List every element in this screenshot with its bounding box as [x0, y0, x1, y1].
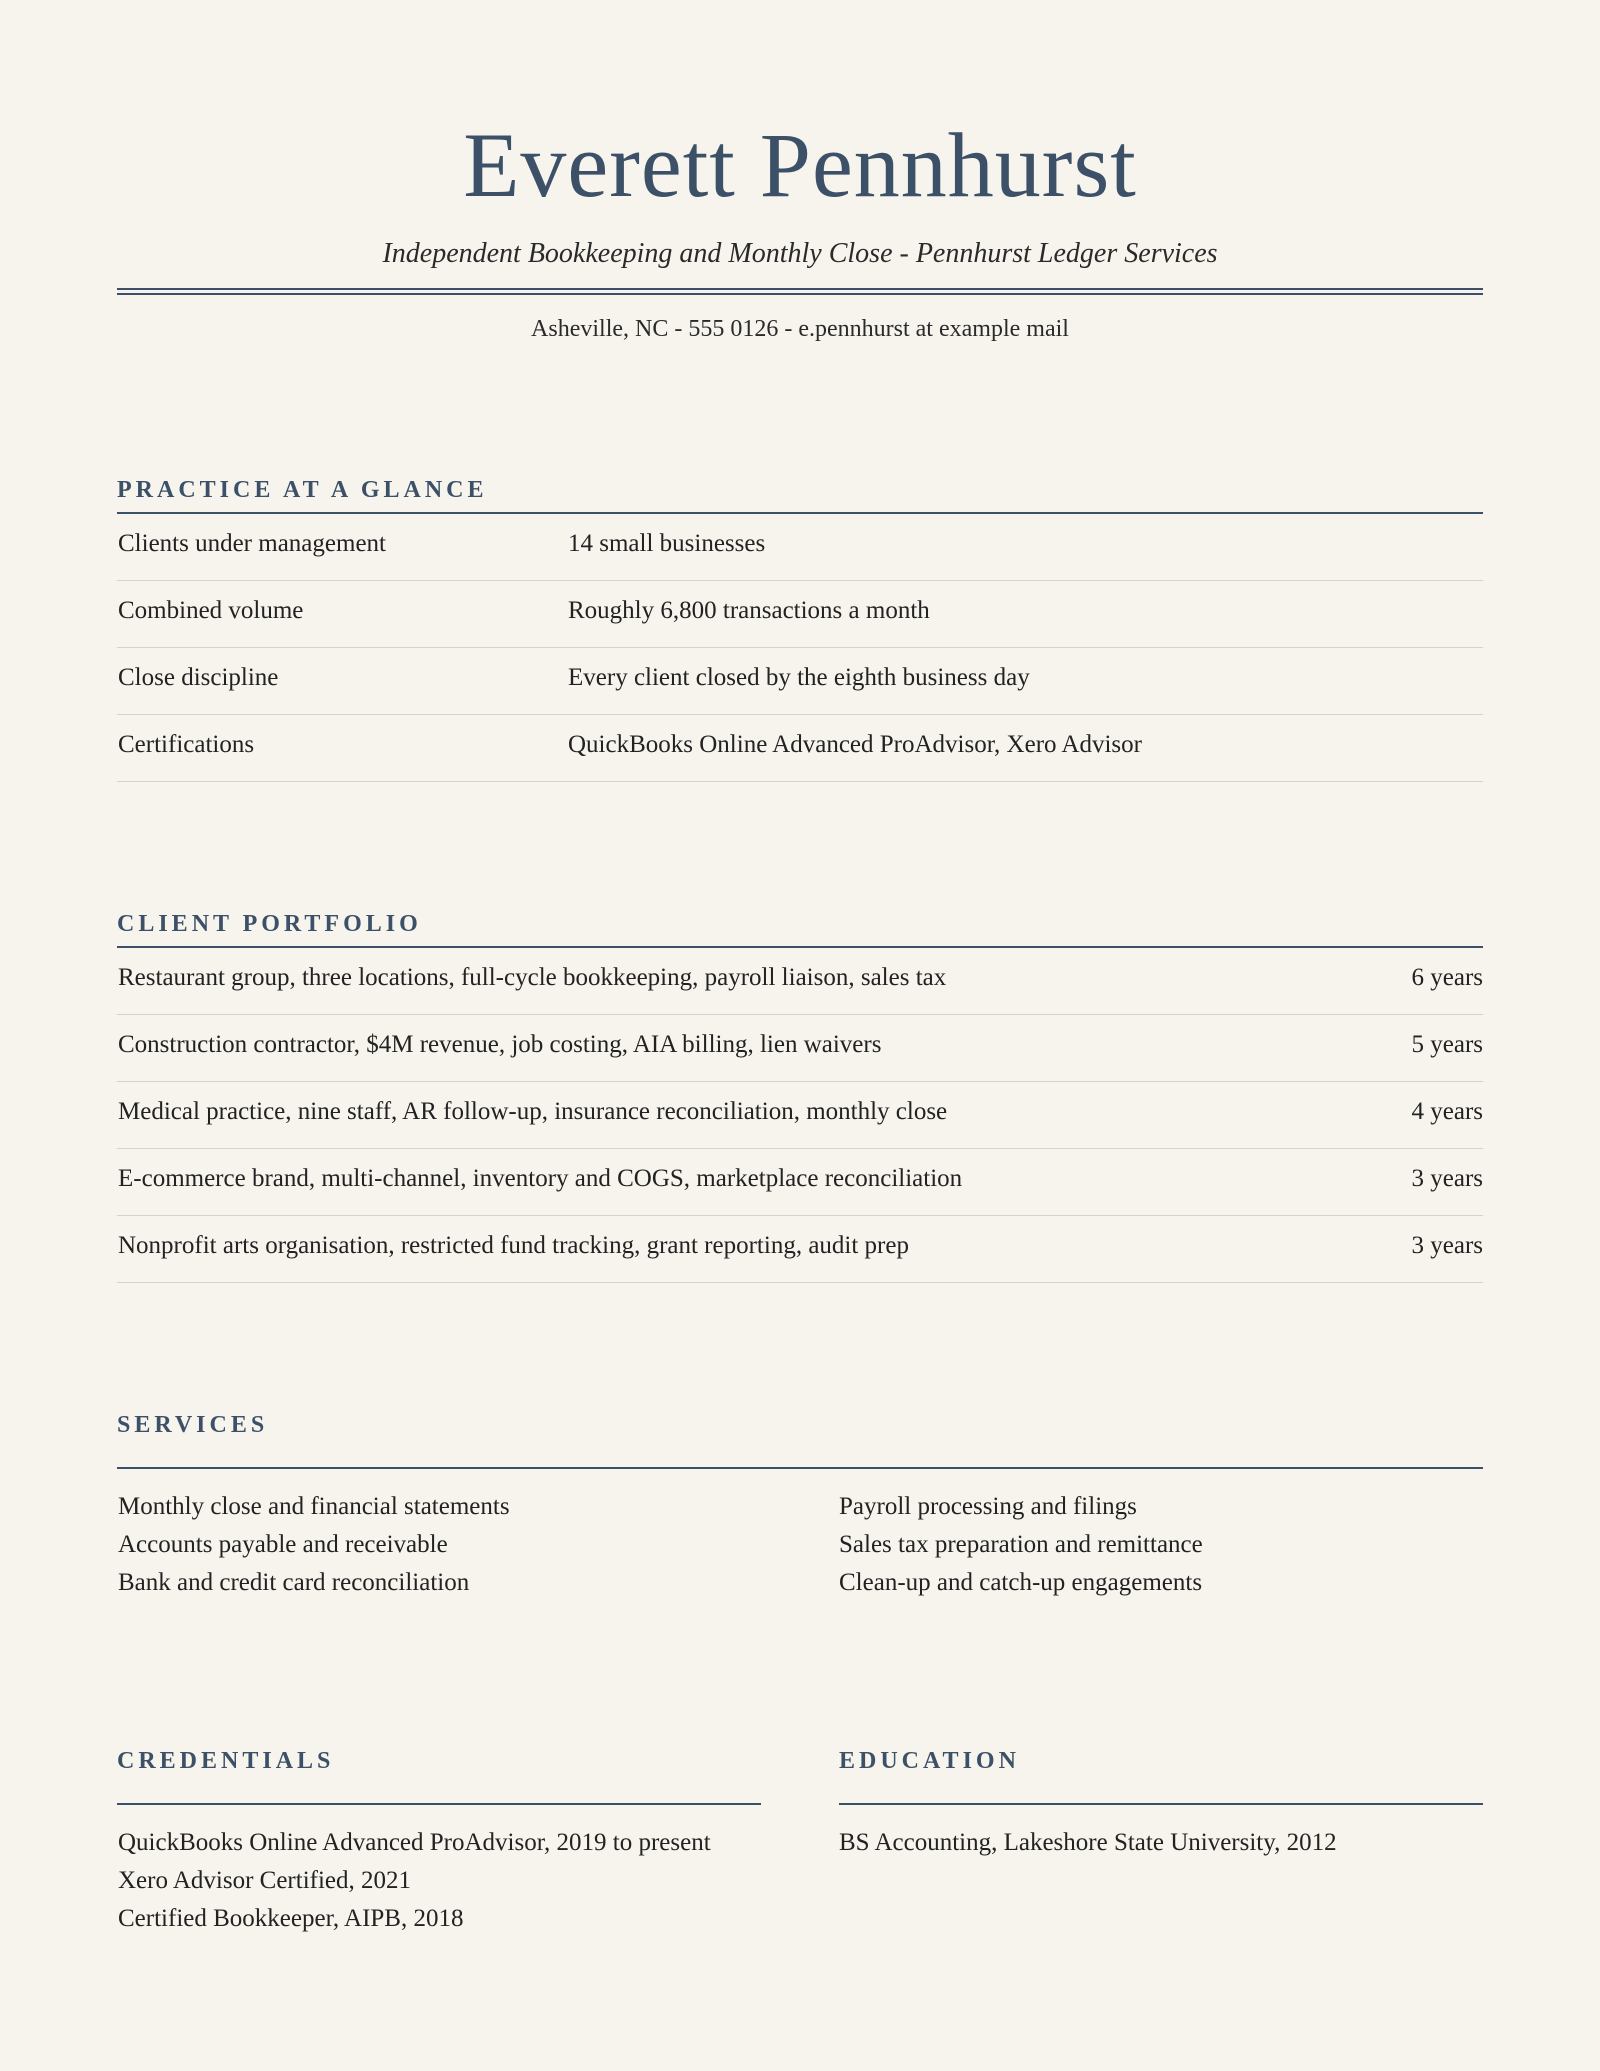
education-section-title: EDUCATION: [839, 1748, 1020, 1774]
practice-row: [117, 715, 1483, 782]
credentials-section-title: CREDENTIALS: [117, 1748, 335, 1774]
practice-row: [117, 581, 1483, 648]
contact-line: Asheville, NC - 555 0126 - e.pennhurst at example mail: [531, 316, 1069, 342]
credential-item: Certified Bookkeeper, AIPB, 2018: [118, 1905, 464, 1932]
practice-value: Every client closed by the eighth business day: [568, 664, 1030, 691]
portfolio-description: Nonprofit arts organisation, restricted fund tracking, grant reporting, audit prep: [118, 1232, 909, 1259]
portfolio-row: [117, 1082, 1483, 1149]
education-item: BS Accounting, Lakeshore State University, 2012: [839, 1829, 1337, 1856]
practice-label: Combined volume: [118, 597, 304, 624]
portfolio-description: Construction contractor, $4M revenue, job costing, AIA billing, lien waivers: [118, 1031, 882, 1058]
services-list-right: [839, 1488, 1479, 1602]
practice-row: [117, 648, 1483, 715]
service-item: Bank and credit card reconciliation: [118, 1569, 470, 1596]
credential-item: QuickBooks Online Advanced ProAdvisor, 2019 to present: [118, 1829, 711, 1856]
practice-value: Roughly 6,800 transactions a month: [568, 597, 930, 624]
portfolio-row: [117, 948, 1483, 1015]
tagline: Independent Bookkeeping and Monthly Close - Pennhurst Ledger Services: [382, 238, 1218, 269]
practice-label: Close discipline: [118, 664, 279, 691]
portfolio-row: [117, 1216, 1483, 1283]
practice-section-title: PRACTICE AT A GLANCE: [117, 477, 488, 503]
credentials-list: [118, 1824, 718, 1938]
credentials-section-rule: [117, 1803, 761, 1805]
service-item: Monthly close and financial statements: [118, 1493, 510, 1520]
services-list-left: [118, 1488, 758, 1602]
practice-label: Certifications: [118, 731, 255, 758]
candidate-name: Everett Pennhurst: [463, 114, 1137, 216]
service-item: Clean-up and catch-up engagements: [839, 1569, 1203, 1596]
credential-item: Xero Advisor Certified, 2021: [118, 1867, 412, 1894]
education-list: [839, 1824, 1479, 1862]
education-section-rule: [839, 1803, 1483, 1805]
portfolio-tenure: 5 years: [1411, 1031, 1483, 1058]
portfolio-description: Medical practice, nine staff, AR follow-up, insurance reconciliation, monthly close: [118, 1098, 948, 1125]
portfolio-row: [117, 1149, 1483, 1216]
portfolio-table: [117, 948, 1483, 1283]
portfolio-description: E-commerce brand, multi-channel, inventory and COGS, marketplace reconciliation: [118, 1165, 963, 1192]
header-divider: [117, 288, 1483, 295]
practice-row: [117, 514, 1483, 581]
practice-label: Clients under management: [118, 530, 386, 557]
portfolio-tenure: 3 years: [1411, 1165, 1483, 1192]
services-section-rule: [117, 1467, 1483, 1469]
service-item: Payroll processing and filings: [839, 1493, 1137, 1520]
practice-table: [117, 514, 1483, 782]
portfolio-tenure: 6 years: [1411, 964, 1483, 991]
portfolio-row: [117, 1015, 1483, 1082]
portfolio-description: Restaurant group, three locations, full-cycle bookkeeping, payroll liaison, sales tax: [118, 964, 947, 991]
practice-value: QuickBooks Online Advanced ProAdvisor, Xero Advisor: [568, 731, 1142, 758]
practice-value: 14 small businesses: [568, 530, 766, 557]
services-section-title: SERVICES: [117, 1412, 269, 1438]
portfolio-tenure: 4 years: [1411, 1098, 1483, 1125]
service-item: Sales tax preparation and remittance: [839, 1531, 1203, 1558]
portfolio-section-title: CLIENT PORTFOLIO: [117, 911, 422, 937]
service-item: Accounts payable and receivable: [118, 1531, 448, 1558]
portfolio-tenure: 3 years: [1411, 1232, 1483, 1259]
